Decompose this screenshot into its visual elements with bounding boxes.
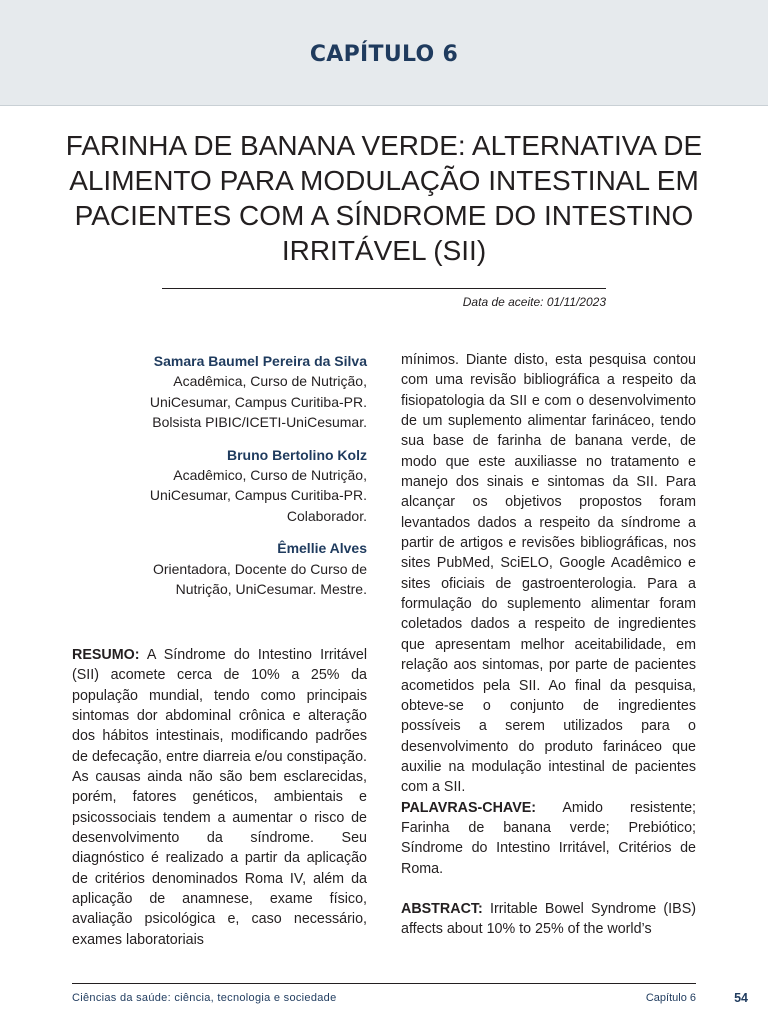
chapter-header-band — [0, 0, 768, 106]
resumo-paragraph — [72, 645, 367, 950]
footer-book-title: Ciências da saúde: ciência, tecnologia e sociedade — [72, 992, 337, 1004]
title-line: FARINHA DE BANANA VERDE: ALTERNATIVA DE — [65, 130, 703, 161]
resumo-continuation: mínimos. Diante disto, esta pesquisa contou com uma revisão bibliográfica a respeito da fisiopatologia da SII e com o desenvolvimento de um suplemento alimentar farináceo, tendo sua base de farinha de banana verde, de modo que este auxiliasse no tratamento e manejo dos sinais e sintomas da SII. Para alcançar os objetivos propostos foram levantados dados a respeito da síndrome a partir de artigos e revisões bibliográficas, nos sites PubMed, SciELO, Google Acadêmico e sites oficiais de gastroenterologia. Para a formulação do suplemento alimentar foram coletados dados a respeito de ingredientes que apresentam melhor aceitabilidade, em relação aos sintomas, por parte de pacientes acometidos pela SII. Ao final da pesquisa, obteve-se o conjunto de ingredientes possíveis a serem utilizados para o desenvolvimento do produto farináceo que auxilie na modulação intestinal de pacientes com a SII. — [401, 352, 696, 796]
affiliation-line: Colaborador. — [286, 507, 367, 524]
resumo-text: A Síndrome do Intestino Irritável (SII) acomete cerca de 10% a 25% da população mundial, tendo como principais sintomas dor abdominal crônica e alteração dos hábitos intestinais, modificando padrões de defecação, entre diarreia e/ou constipação. As causas ainda não são bem esclarecidas, porém, fatores genéticos, ambientais e psicossociais tendem a aumentar o risco de desenvolvimento da síndrome. Seu diagnóstico é realizado a partir da aplicação de critérios denominados Roma IV, além da aplicação de anamnese, exame físico, avaliação psicológica e, caso necessário, exames laboratoriais — [72, 647, 367, 948]
title-line: IRRITÁVEL (SII) — [281, 235, 487, 266]
title-divider — [162, 288, 606, 289]
article-title — [60, 128, 708, 268]
resumo-column-right — [401, 350, 696, 940]
author-affiliation — [110, 559, 367, 600]
author-name: Samara Baumel Pereira da Silva — [153, 353, 367, 369]
paragraph-gap — [401, 879, 696, 899]
affiliation-line: Acadêmico, Curso de Nutrição, — [173, 467, 367, 484]
affiliation-line: UniCesumar, Campus Curitiba-PR. — [149, 487, 367, 504]
resumo-column-left — [72, 645, 367, 950]
keywords-label: PALAVRAS-CHAVE: — [401, 799, 537, 816]
acceptance-date: Data de aceite: 01/11/2023 — [462, 295, 606, 309]
abstract-text: Irritable Bowel Syndrome (IBS) affects about 10% to 25% of the world’s — [401, 900, 696, 938]
affiliation-line: Orientadora, Docente do Curso de — [152, 560, 367, 577]
footer-divider — [72, 983, 696, 984]
affiliation-line: Nutrição, UniCesumar. Mestre. — [175, 581, 367, 598]
affiliation-line: Bolsista PIBIC/ICETI-UniCesumar. — [152, 414, 367, 431]
title-line: PACIENTES COM A SÍNDROME DO INTESTINO — [74, 200, 694, 231]
keywords-paragraph — [401, 798, 696, 879]
keywords-text: Amido resistente; Farinha de banana verde; Prebiótico; Síndrome do Intestino Irritável, Critérios de Roma. — [401, 799, 696, 877]
author-affiliation — [110, 371, 367, 432]
affiliation-line: UniCesumar, Campus Curitiba-PR. — [149, 393, 367, 410]
abstract-label: ABSTRACT: — [401, 900, 483, 917]
title-line: ALIMENTO PARA MODULAÇÃO INTESTINAL EM — [69, 165, 699, 196]
author-name: Bruno Bertolino Kolz — [227, 446, 367, 463]
abstract-paragraph — [401, 899, 696, 940]
footer-chapter: Capítulo 6 — [645, 992, 696, 1004]
author-name: Êmellie Alves — [277, 540, 367, 557]
page-number: 54 — [734, 991, 748, 1005]
chapter-label: CAPÍTULO 6 — [309, 42, 459, 67]
affiliation-line: Acadêmica, Curso de Nutrição, — [173, 373, 367, 390]
author-affiliation — [110, 465, 367, 526]
resumo-label: RESUMO: — [72, 647, 140, 663]
authors-block — [110, 351, 367, 599]
